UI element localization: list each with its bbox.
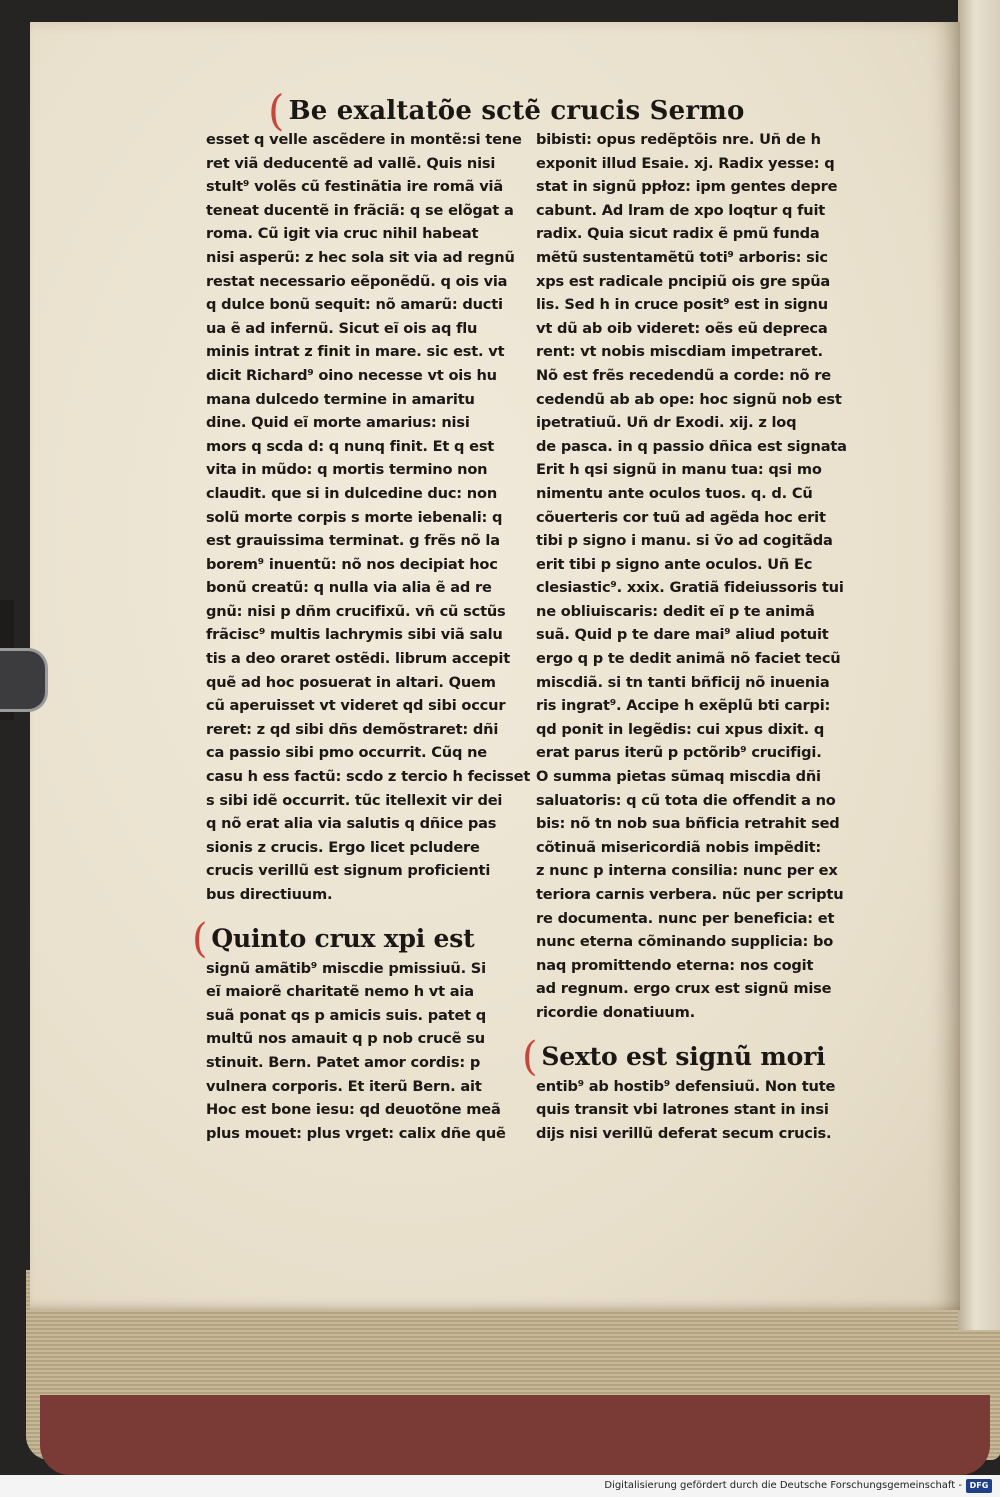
text-line: erit tibi p signo ante oculos. Uñ Ec [536,555,813,573]
text-line: stat in signũ ppłoz: ipm gentes depre [536,178,838,196]
text-line: qd ponit in legẽdis: cui xpus dixit. q [536,720,825,738]
text-line: vt dũ ab oib videret: oẽs eũ depreca [536,319,828,337]
digitization-footer [0,1475,1000,1497]
text-line: bibisti: opus redẽptõis nre. Uñ de h [536,131,821,148]
text-line: nisi asperũ: z hec sola sit via ad regnũ [206,248,515,266]
text-line: teneat ducentẽ in frãciã: q se elõgat a [206,201,514,219]
text-line: q dulce bonũ sequit: nõ amarũ: ducti [206,296,503,314]
text-line: mors q scda d: q nunq finit. Et q est [206,437,495,455]
text-line: est grauissima terminat. g frẽs nõ la [206,532,500,550]
text-line: saluatoris: q cũ tota die offendit a no [536,791,836,809]
text-line: esset q velle ascẽdere in montẽ:si tene [206,131,522,148]
left-lines-before [206,128,536,907]
running-heading [268,80,748,135]
right-text-column [522,128,866,1145]
text-line: tibi p signo i manu. si ṽo ad cogitãda [536,532,833,550]
text-line: cõtinuã misericordiã nobis impẽdit: [536,838,822,856]
text-line: mana dulcedo termine in amaritu [206,390,475,408]
text-line: cedendũ ab ab ope: hoc signũ nob est [536,390,842,408]
text-line: multũ nos amauit q p nob crucẽ su [206,1030,485,1048]
text-line: s sibi idẽ occurrit. tũc itellexit vir dei [206,791,503,809]
text-line: dicit Richard⁹ oino necesse vt ois hu [206,366,497,384]
rubric-paragraph-mark-icon: ( [522,1033,538,1080]
dfg-logo: DFG [966,1479,992,1493]
text-line: ipetratiuũ. Uñ dr Exodi. xij. z loq [536,414,797,432]
text-line: naq promittendo eterna: nos cogit [536,956,814,974]
text-line: ret viã deducentẽ ad vallẽ. Quis nisi [206,154,496,172]
text-line: de pasca. in q passio dñica est signata [536,437,847,455]
text-line: mẽtũ sustentamẽtũ toti⁹ arboris: sic [536,248,828,266]
text-line: vita in mũdo: q mortis termino non [206,461,488,479]
text-line: quẽ ad hoc posuerat in altari. Quem [206,673,496,691]
text-line: miscdiã. si tn tanti bñficij nõ inuenia [536,673,830,691]
text-line: sionis z crucis. Ergo licet pcludere [206,838,480,856]
text-line: cõuerteris cor tuũ ad agẽda hoc erit [536,508,826,526]
text-line: stult⁹ volẽs cũ festinãtia ire romã viã [206,178,503,196]
text-line: roma. Cũ igit via cruc nihil habeat [206,225,479,243]
text-line: eĩ maiorẽ charitatẽ nemo h vt aia [206,983,474,1001]
text-line: Hoc est bone iesu: qd deuotõne meã [206,1101,501,1119]
text-line: cũ aperuisset vt videret qd sibi occur [206,697,506,715]
text-line: ne obliuiscaris: dedit eĩ p te animã [536,602,815,620]
text-line: xps est radicale pncipiũ ois gre spũa [536,272,831,290]
text-line: ua ẽ ad infernũ. Sicut eĩ ois aq flu [206,319,478,337]
text-line: suã ponat qs p amicis suis. patet q [206,1006,487,1024]
text-line: solũ morte corpis s morte iebenali: q [206,508,503,526]
left-subheading [192,911,536,962]
text-line: rent: vt nobis miscdiam impetraret. [536,343,823,361]
text-line: ad regnum. ergo crux est signũ mise [536,980,832,998]
text-line: re documenta. nunc per beneficia: et [536,909,835,927]
left-text-column [192,128,536,1145]
rubric-paragraph-mark-icon: ( [192,915,208,962]
text-line: signũ amãtib⁹ miscdie pmissiuũ. Si [206,959,486,977]
text-line: dijs nisi verillũ deferat secum crucis. [536,1124,832,1142]
text-line: vulnera corporis. Et iterũ Bern. ait [206,1077,482,1095]
facing-page-edge [958,0,1000,1330]
text-line: crucis verillũ est signum proficienti [206,862,491,880]
text-line: lis. Sed h in cruce posit⁹ est in signu [536,296,828,314]
text-line: Nõ est frẽs recedendũ a corde: nõ re [536,366,831,384]
rubric-paragraph-mark-icon: ( [268,86,285,135]
right-subheading [522,1029,866,1080]
text-line: bis: nõ tn nob sua bñficia retrahit sed [536,815,840,833]
text-line: ris ingrat⁹. Accipe h exẽplũ bti carpi: [536,697,831,715]
text-line: radix. Quia sicut radix ẽ pmũ funda [536,225,820,243]
text-line: Erit h qsi signũ in manu tua: qsi mo [536,461,822,479]
funding-credit: Digitalisierung gefördert durch die Deutsche Forschungsgemeinschaft - [604,1480,962,1491]
text-line: borem⁹ inuentũ: nõ nos decipiat hoc [206,555,498,573]
text-line: O summa pietas sũmaq miscdia dñi [536,768,821,786]
text-line: teriora carnis verbera. nũc per scriptu [536,886,844,903]
text-line: claudit. que si in dulcedine duc: non [206,484,498,502]
text-line: ergo q p te dedit animã nõ faciet tecũ [536,650,841,668]
text-line: bus directiuum. [206,886,333,903]
text-line: bonũ creatũ: q nulla via alia ẽ ad re [206,579,492,597]
text-line: restat necessario eẽponẽdũ. q ois via [206,272,508,290]
text-line: cabunt. Ad lram de xpo loqtur q fuit [536,201,826,219]
text-line: minis intrat z finit in mare. sic est. vt [206,343,505,361]
text-line: gnũ: nisi p dñm crucifixũ. vñ cũ sctũs [206,602,506,620]
text-line: z nunc p interna consilia: nunc per ex [536,862,838,880]
text-line: casu h ess factũ: scdo z tercio h fecisset [206,768,531,786]
text-line: tis a deo oraret ostẽdi. librum accepit [206,650,511,668]
text-line: nunc eterna cõminando supplicia: bo [536,933,834,951]
text-line: exponit illud Esaie. xj. Radix yesse: q [536,154,835,172]
text-line: reret: z qd sibi dñs demõstraret: dñi [206,720,499,738]
text-line: entib⁹ ab hostib⁹ defensiuũ. Non tute [536,1077,836,1095]
book-cover-edge [40,1395,990,1475]
clasp-icon [0,648,48,712]
subheading-text: Quinto crux xpi est [211,923,475,953]
text-line: ca passio sibi pmo occurrit. Cũq ne [206,744,487,762]
text-line: erat parus iterũ p pctõrib⁹ crucifigi. [536,744,822,762]
text-line: quis transit vbi latrones stant in insi [536,1101,829,1119]
heading-text: Be exaltatõe sctẽ crucis Sermo [288,96,745,126]
text-line: clesiastic⁹. xxix. Gratiã fideiussoris tui [536,579,844,597]
text-line: ricordie donatiuum. [536,1003,695,1021]
text-line: q nõ erat alia via salutis q dñice pas [206,815,497,833]
right-lines-after [536,1075,866,1146]
left-lines-after [206,957,536,1146]
text-line: plus mouet: plus vrget: calix dñe quẽ [206,1124,506,1142]
text-line: nimentu ante oculos tuos. q. d. Cũ [536,484,813,502]
text-line: dine. Quid eĩ morte amarius: nisi [206,414,470,432]
right-lines-before [536,128,866,1025]
text-line: stinuit. Bern. Patet amor cordis: p [206,1053,481,1071]
subheading-text: Sexto est signũ mori [541,1041,826,1071]
text-line: frãcisc⁹ multis lachrymis sibi viã salu [206,626,503,644]
text-line: suã. Quid p te dare mai⁹ aliud potuit [536,626,829,644]
